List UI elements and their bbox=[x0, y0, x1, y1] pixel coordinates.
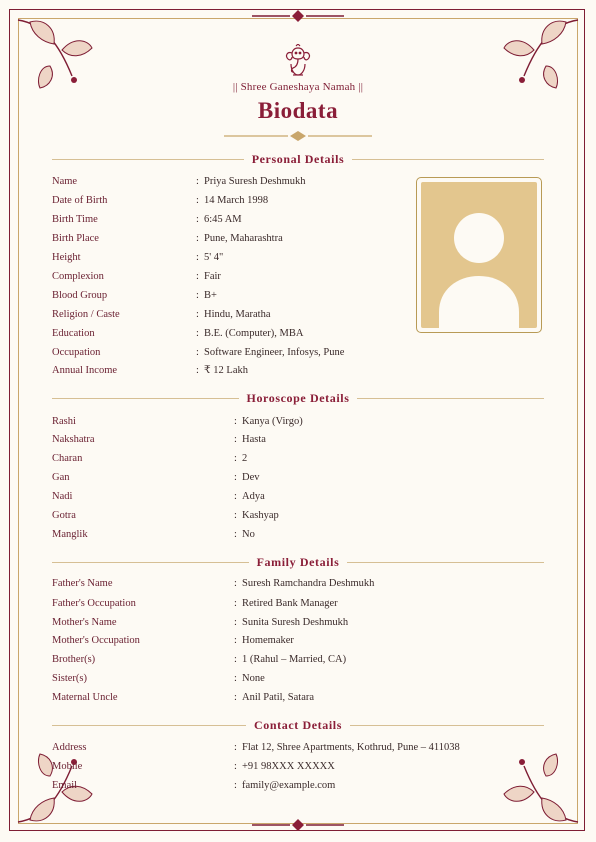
field-value: B.E. (Computer), MBA bbox=[204, 328, 304, 339]
field-label: Education bbox=[52, 328, 95, 339]
top-diamond-ornament bbox=[250, 8, 346, 24]
field-label: Religion / Caste bbox=[52, 309, 120, 320]
field-value: Kanya (Virgo) bbox=[242, 416, 303, 427]
field-label: Height bbox=[52, 252, 81, 263]
field-label: Maternal Uncle bbox=[52, 692, 118, 703]
field-label: Nadi bbox=[52, 491, 73, 502]
field-label: Address bbox=[52, 742, 87, 753]
field-label: Gotra bbox=[52, 510, 76, 521]
field-value: 14 March 1998 bbox=[204, 195, 269, 206]
field-label: Brother(s) bbox=[52, 654, 96, 665]
field-value: Kashyap bbox=[242, 510, 279, 521]
ganesha-icon bbox=[283, 44, 313, 78]
field-label: Complexion bbox=[52, 271, 104, 282]
field-value: Pune, Maharashtra bbox=[204, 233, 283, 244]
section-title-contact: Contact Details bbox=[246, 718, 350, 732]
field-label: Father's Name bbox=[52, 578, 113, 589]
field-label: Email bbox=[52, 780, 78, 791]
field-label: Occupation bbox=[52, 347, 101, 358]
field-label: Blood Group bbox=[52, 290, 108, 301]
field-label: Birth Place bbox=[52, 233, 99, 244]
field-value: No bbox=[242, 529, 255, 540]
field-value: 5' 4" bbox=[204, 252, 224, 263]
field-label: Manglik bbox=[52, 529, 88, 540]
field-value: Hasta bbox=[242, 434, 266, 445]
section-title-personal: Personal Details bbox=[244, 152, 353, 166]
field-value: None bbox=[242, 673, 265, 684]
page-title: Biodata bbox=[257, 98, 339, 123]
section-title-family: Family Details bbox=[249, 555, 348, 569]
field-value: Anil Patil, Satara bbox=[242, 692, 315, 703]
field-value: Adya bbox=[242, 491, 265, 502]
field-label: Sister(s) bbox=[52, 673, 87, 684]
horoscope-details-header bbox=[52, 391, 544, 405]
title-divider bbox=[222, 130, 374, 142]
field-value: Software Engineer, Infosys, Pune bbox=[204, 347, 345, 358]
biodata-page: || Shree Ganeshaya Namah || Biodata Personal Details Name : Priya Suresh Deshmukh Date of Birth : 14 March 1998 Birth Time : 6:45 AM Birth Place : Pune, Maharashtra Height : 5' 4" Complexion : Fair Blood Group : B+ Religion / Caste : Hindu, Maratha Education : B.E. (Computer), MBA Occupation : Software Engineer, Infosys, Pune Annual Income : ₹ 12 Lakh Horoscope Details Rashi : Kanya (Virgo) Nakshatra : Hasta Charan : 2 Gan : Dev Nadi : Adya Gotra : Kashyap Manglik : No Family Details Father's Name : Suresh Ramchandra Deshmukh Father's Occupation : Retired Bank Manager Mother's Name : Sunita Suresh Deshmukh Mother's Occupation : Homemaker Brother(s) : 1 (Rahul – Married, CA) Sister(s) : None Maternal Uncle : Anil Patil, Satara Contact Details Address : Flat 12, Shree Apartments, Kothrud, Pune – 411038 Mobile : +91 98XXX XXXXX Email : family@example.com bbox=[0, 0, 596, 842]
field-value: Retired Bank Manager bbox=[242, 598, 338, 609]
field-label: Charan bbox=[52, 453, 83, 464]
personal-details-header bbox=[52, 152, 544, 166]
profile-photo bbox=[416, 177, 542, 333]
field-value: Fair bbox=[204, 271, 221, 282]
field-value: 2 bbox=[242, 453, 248, 464]
family-details-header bbox=[52, 555, 544, 569]
field-value: 6:45 AM bbox=[204, 214, 242, 225]
field-value: B+ bbox=[204, 290, 217, 301]
field-label: Annual Income bbox=[52, 365, 118, 376]
bottom-diamond-ornament bbox=[250, 817, 346, 833]
field-label: Gan bbox=[52, 472, 70, 483]
field-value: +91 98XXX XXXXX bbox=[242, 761, 335, 772]
profile-placeholder-icon bbox=[421, 182, 537, 328]
field-label: Mobile bbox=[52, 761, 83, 772]
field-label: Name bbox=[52, 176, 78, 187]
field-label: Father's Occupation bbox=[52, 598, 136, 609]
invocation-text: || Shree Ganeshaya Namah || bbox=[232, 81, 364, 93]
field-value: Flat 12, Shree Apartments, Kothrud, Pune – 411038 bbox=[242, 742, 460, 753]
section-title-horoscope: Horoscope Details bbox=[239, 391, 358, 405]
field-value: family@example.com bbox=[242, 780, 336, 791]
field-value: ₹ 12 Lakh bbox=[204, 365, 249, 376]
corner-floral-bottom-right-icon bbox=[500, 746, 582, 828]
field-label: Mother's Name bbox=[52, 617, 117, 628]
field-value: Priya Suresh Deshmukh bbox=[204, 176, 306, 187]
field-label: Nakshatra bbox=[52, 434, 95, 445]
contact-details-header bbox=[52, 718, 544, 732]
field-label: Birth Time bbox=[52, 214, 98, 225]
field-value: Homemaker bbox=[242, 635, 294, 646]
field-label: Rashi bbox=[52, 416, 76, 427]
field-label: Date of Birth bbox=[52, 195, 108, 206]
field-value: Dev bbox=[242, 472, 260, 483]
field-value: 1 (Rahul – Married, CA) bbox=[242, 654, 347, 665]
field-value: Hindu, Maratha bbox=[204, 309, 271, 320]
field-value: Suresh Ramchandra Deshmukh bbox=[242, 578, 375, 589]
field-value: Sunita Suresh Deshmukh bbox=[242, 617, 349, 628]
field-label: Mother's Occupation bbox=[52, 635, 140, 646]
